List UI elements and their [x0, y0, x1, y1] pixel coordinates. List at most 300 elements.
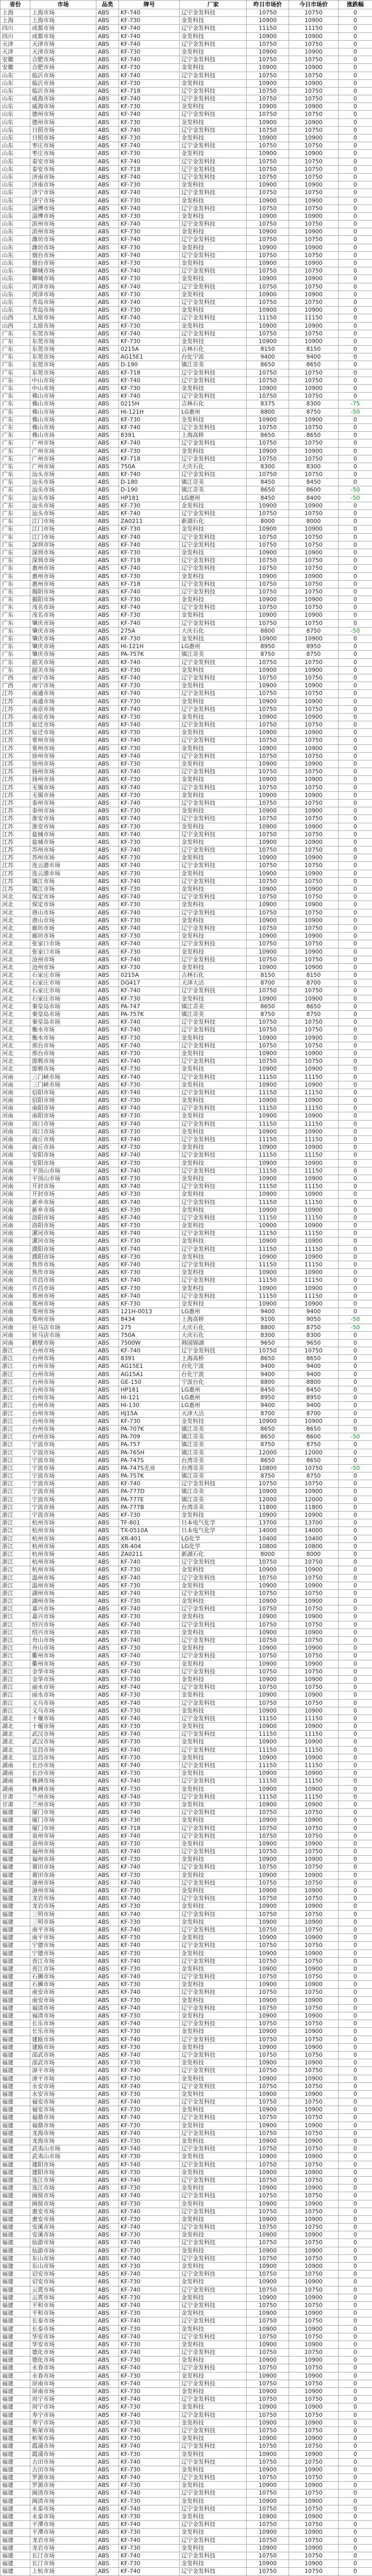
- cell-change: 0: [339, 1230, 372, 1238]
- cell-yesterday-price: 10900: [247, 1770, 289, 1777]
- table-row: [1, 1175, 372, 1182]
- table-row: [1, 244, 372, 251]
- cell-grade: KF-730: [119, 1159, 180, 1167]
- cell-market: 揭阳市场: [30, 596, 96, 604]
- cell-category: ABS: [96, 1206, 119, 1214]
- cell-yesterday-price: 10900: [247, 1049, 289, 1057]
- cell-province: 江苏: [1, 744, 30, 752]
- cell-market: 日照市场: [30, 134, 96, 142]
- cell-category: ABS: [96, 322, 119, 330]
- cell-category: ABS: [96, 2482, 119, 2489]
- cell-market: 济南市场: [30, 173, 96, 181]
- table-row: [1, 432, 372, 439]
- cell-market: 许昌市场: [30, 1277, 96, 1284]
- cell-change: 0: [339, 2333, 372, 2341]
- cell-change: -50: [339, 1316, 372, 1324]
- cell-change: 0: [339, 510, 372, 518]
- cell-market: 肇庆市场: [30, 643, 96, 651]
- cell-category: ABS: [96, 173, 119, 181]
- cell-category: ABS: [96, 2435, 119, 2443]
- cell-change: 0: [339, 1519, 372, 1527]
- cell-market: 深圳市场: [30, 557, 96, 565]
- cell-change: 0: [339, 1699, 372, 1707]
- cell-province: 广东: [1, 361, 30, 369]
- cell-manufacturer: 金发科技: [180, 275, 247, 283]
- cell-province: 山东: [1, 126, 30, 134]
- cell-manufacturer: 金发科技: [180, 1582, 247, 1589]
- cell-manufacturer: 金发科技: [180, 260, 247, 267]
- table-row: [1, 1292, 372, 1300]
- cell-province: 福建: [1, 2364, 30, 2372]
- cell-category: ABS: [96, 1292, 119, 1300]
- cell-today-price: 10750: [289, 1942, 339, 1950]
- cell-market: 济宁市场: [30, 189, 96, 197]
- cell-category: ABS: [96, 807, 119, 815]
- cell-province: 浙江: [1, 1464, 30, 1472]
- table-row: [1, 1441, 372, 1449]
- table-row: [1, 1535, 372, 1543]
- cell-market: 杭州市场: [30, 1527, 96, 1535]
- cell-change: 0: [339, 205, 372, 212]
- cell-category: ABS: [96, 901, 119, 909]
- cell-market: 徐州市场: [30, 752, 96, 760]
- cell-grade: KF-730: [119, 1723, 180, 1731]
- cell-yesterday-price: 10750: [247, 87, 289, 95]
- cell-yesterday-price: 10900: [247, 948, 289, 956]
- cell-change: 0: [339, 1832, 372, 1840]
- cell-today-price: 11800: [289, 1503, 339, 1511]
- cell-category: ABS: [96, 2176, 119, 2184]
- cell-grade: KF-740: [119, 1058, 180, 1065]
- cell-yesterday-price: 10900: [247, 2482, 289, 2489]
- cell-market: 南安市场: [30, 1989, 96, 1996]
- cell-yesterday-price: 10750: [247, 1973, 289, 1981]
- cell-category: ABS: [96, 2505, 119, 2513]
- cell-category: ABS: [96, 118, 119, 126]
- cell-grade: KF-740: [119, 251, 180, 259]
- cell-market: 汕头市场: [30, 494, 96, 502]
- cell-grade: KF-730: [119, 1417, 180, 1425]
- cell-today-price: 9400: [289, 1402, 339, 1410]
- cell-category: ABS: [96, 1785, 119, 1793]
- cell-today-price: 10750: [289, 95, 339, 103]
- cell-category: ABS: [96, 283, 119, 291]
- cell-today-price: 8700: [289, 1410, 339, 1417]
- cell-province: 福建: [1, 2544, 30, 2552]
- cell-manufacturer: 辽宁金发科技: [180, 423, 247, 431]
- cell-market: 中山市场: [30, 385, 96, 393]
- cell-today-price: 9050: [289, 1316, 339, 1324]
- cell-grade: KF-740: [119, 2208, 180, 2215]
- cell-today-price: 10750: [289, 831, 339, 838]
- cell-change: 0: [339, 1503, 372, 1511]
- table-row: [1, 2458, 372, 2466]
- cell-grade: KF-730: [119, 118, 180, 126]
- cell-change: 0: [339, 1605, 372, 1613]
- cell-grade: 750A: [119, 1331, 180, 1339]
- cell-market: 福鼎市场: [30, 2114, 96, 2122]
- cell-manufacturer: 辽宁金发科技: [180, 1793, 247, 1801]
- cell-province: 安徽: [1, 64, 30, 72]
- cell-market: 东莞市场: [30, 346, 96, 353]
- cell-change: 0: [339, 658, 372, 666]
- cell-change: 0: [339, 25, 372, 32]
- table-row: [1, 886, 372, 893]
- cell-category: ABS: [96, 1363, 119, 1370]
- cell-yesterday-price: 10750: [247, 142, 289, 150]
- cell-manufacturer: 辽宁金发科技: [180, 1621, 247, 1629]
- cell-category: ABS: [96, 768, 119, 776]
- cell-market: 鹤壁市场: [30, 1339, 96, 1347]
- cell-grade: KF-730: [119, 1840, 180, 1848]
- cell-market: 常州市场: [30, 744, 96, 752]
- cell-change: 0: [339, 1284, 372, 1292]
- cell-manufacturer: 辽宁金发科技: [180, 690, 247, 698]
- cell-market: 濮阳市场: [30, 1245, 96, 1253]
- cell-yesterday-price: 10750: [247, 2333, 289, 2341]
- cell-change: 0: [339, 1300, 372, 1308]
- cell-today-price: 10750: [289, 1926, 339, 1934]
- cell-grade: KF-730: [119, 1754, 180, 1761]
- cell-grade: KF-740: [119, 541, 180, 549]
- cell-province: 河北: [1, 963, 30, 971]
- cell-yesterday-price: 10750: [247, 2568, 289, 2575]
- cell-province: 广东: [1, 471, 30, 479]
- cell-province: 广东: [1, 658, 30, 666]
- cell-category: ABS: [96, 1089, 119, 1096]
- cell-yesterday-price: 10750: [247, 56, 289, 64]
- table-row: [1, 1793, 372, 1801]
- cell-today-price: 10900: [289, 948, 339, 956]
- cell-today-price: 10900: [289, 2278, 339, 2286]
- cell-province: 广东: [1, 572, 30, 580]
- cell-province: 山东: [1, 150, 30, 158]
- cell-market: 闽侯市场: [30, 2200, 96, 2208]
- cell-today-price: 10750: [289, 2364, 339, 2372]
- cell-change: 0: [339, 2286, 372, 2294]
- cell-category: ABS: [96, 1981, 119, 1989]
- cell-market: 汕头市场: [30, 510, 96, 518]
- cell-yesterday-price: 10750: [247, 705, 289, 713]
- cell-today-price: 10900: [289, 698, 339, 705]
- cell-manufacturer: 台化宁波: [180, 353, 247, 361]
- cell-change: 0: [339, 2513, 372, 2521]
- cell-today-price: 10750: [289, 2020, 339, 2028]
- cell-manufacturer: 辽宁金发科技: [180, 799, 247, 807]
- cell-grade: KF-740: [119, 2270, 180, 2278]
- cell-change: 0: [339, 32, 372, 40]
- cell-grade: KF-740: [119, 173, 180, 181]
- cell-today-price: 10900: [289, 1981, 339, 1989]
- table-row: [1, 752, 372, 760]
- cell-category: ABS: [96, 627, 119, 635]
- cell-manufacturer: 金发科技: [180, 838, 247, 846]
- cell-manufacturer: 辽宁金发科技: [180, 1480, 247, 1488]
- cell-today-price: 10900: [289, 2138, 339, 2145]
- cell-today-price: 11150: [289, 1089, 339, 1096]
- cell-category: ABS: [96, 1942, 119, 1950]
- cell-manufacturer: 台化宁波: [180, 1363, 247, 1370]
- cell-market: 湖州市场: [30, 1589, 96, 1597]
- table-row: [1, 2349, 372, 2357]
- cell-today-price: 10750: [289, 455, 339, 463]
- cell-change: 0: [339, 2176, 372, 2184]
- cell-category: ABS: [96, 2497, 119, 2505]
- cell-change: 0: [339, 1879, 372, 1887]
- cell-change: 0: [339, 799, 372, 807]
- cell-province: 山东: [1, 298, 30, 306]
- cell-today-price: 10900: [289, 549, 339, 556]
- cell-category: ABS: [96, 1645, 119, 1652]
- cell-province: 福建: [1, 2168, 30, 2176]
- cell-market: 连江市场: [30, 2184, 96, 2192]
- cell-province: 江苏: [1, 729, 30, 737]
- cell-province: 河北: [1, 995, 30, 1003]
- cell-yesterday-price: 10900: [247, 2466, 289, 2473]
- cell-market: 威海市场: [30, 103, 96, 111]
- cell-today-price: 9400: [289, 1308, 339, 1316]
- cell-manufacturer: LG惠州: [180, 1308, 247, 1316]
- cell-province: 山东: [1, 87, 30, 95]
- cell-manufacturer: 辽宁金发科技: [180, 2239, 247, 2247]
- cell-today-price: 10750: [289, 439, 339, 447]
- cell-market: 邯郸市场: [30, 1065, 96, 1073]
- cell-manufacturer: 金发科技: [180, 1112, 247, 1120]
- cell-market: 南京市场: [30, 713, 96, 721]
- cell-category: ABS: [96, 1159, 119, 1167]
- cell-today-price: 10750: [289, 752, 339, 760]
- cell-yesterday-price: 10900: [247, 1801, 289, 1808]
- cell-grade: 750A: [119, 463, 180, 470]
- cell-province: 广东: [1, 463, 30, 470]
- table-row: [1, 236, 372, 244]
- cell-category: ABS: [96, 1535, 119, 1543]
- cell-manufacturer: 辽宁金发科技: [180, 2333, 247, 2341]
- cell-change: 0: [339, 2489, 372, 2497]
- cell-province: 山东: [1, 291, 30, 298]
- cell-yesterday-price: 10750: [247, 1621, 289, 1629]
- cell-province: 广东: [1, 651, 30, 658]
- table-row: [1, 1433, 372, 1441]
- cell-manufacturer: 金发科技: [180, 760, 247, 768]
- cell-category: ABS: [96, 2466, 119, 2473]
- cell-market: 张家口市场: [30, 948, 96, 956]
- cell-today-price: 10750: [289, 2114, 339, 2122]
- cell-market: 焦作市场: [30, 1269, 96, 1277]
- cell-manufacturer: 辽宁金发科技: [180, 111, 247, 118]
- table-row: [1, 2043, 372, 2051]
- cell-province: 湖南: [1, 1777, 30, 1785]
- table-row: [1, 2466, 372, 2473]
- cell-today-price: 8650: [289, 1003, 339, 1010]
- cell-grade: KF-730: [119, 2231, 180, 2239]
- table-row: [1, 1049, 372, 1057]
- table-row: [1, 1331, 372, 1339]
- cell-change: 0: [339, 2192, 372, 2200]
- cell-yesterday-price: 9100: [247, 1316, 289, 1324]
- cell-yesterday-price: 10900: [247, 744, 289, 752]
- cell-market: 合肥市场: [30, 56, 96, 64]
- cell-manufacturer: 金发科技: [180, 2012, 247, 2020]
- cell-yesterday-price: 10900: [247, 1903, 289, 1910]
- table-row: [1, 2427, 372, 2434]
- cell-today-price: 10900: [289, 1887, 339, 1895]
- cell-manufacturer: 辽宁金发科技: [180, 2114, 247, 2122]
- cell-yesterday-price: 10750: [247, 189, 289, 197]
- cell-change: 0: [339, 2020, 372, 2028]
- cell-grade: PA-765H: [119, 1449, 180, 1456]
- cell-market: 滨州市场: [30, 228, 96, 236]
- cell-grade: KF-730: [119, 1065, 180, 1073]
- cell-today-price: 10750: [289, 1042, 339, 1049]
- cell-province: 福建: [1, 2317, 30, 2325]
- cell-today-price: 10900: [289, 1253, 339, 1261]
- table-row: [1, 1879, 372, 1887]
- cell-market: 平和市场: [30, 2310, 96, 2317]
- cell-category: ABS: [96, 2051, 119, 2059]
- cell-market: 韶关市场: [30, 666, 96, 674]
- cell-grade: KF-740: [119, 674, 180, 682]
- table-row: [1, 1558, 372, 1566]
- cell-manufacturer: 辽宁金发科技: [180, 330, 247, 337]
- cell-yesterday-price: 8150: [247, 972, 289, 979]
- cell-province: 广东: [1, 330, 30, 337]
- cell-market: 聊城市场: [30, 267, 96, 275]
- cell-change: 0: [339, 1355, 372, 1363]
- cell-grade: AG15E1: [119, 353, 180, 361]
- cell-yesterday-price: 10900: [247, 197, 289, 205]
- cell-change: 0: [339, 2317, 372, 2325]
- cell-province: 福建: [1, 2349, 30, 2357]
- cell-market: 佛山市场: [30, 408, 96, 416]
- cell-market: 福州市场: [30, 1856, 96, 1863]
- table-row: [1, 142, 372, 150]
- cell-grade: KF-730: [119, 1144, 180, 1151]
- cell-manufacturer: 韩国锦湖: [180, 1339, 247, 1347]
- cell-yesterday-price: 11150: [247, 1136, 289, 1144]
- cell-category: ABS: [96, 2215, 119, 2223]
- cell-today-price: 11150: [289, 1214, 339, 1222]
- cell-yesterday-price: 10750: [247, 283, 289, 291]
- cell-change: 0: [339, 1809, 372, 1817]
- cell-province: 福建: [1, 1989, 30, 1996]
- table-row: [1, 1003, 372, 1010]
- cell-province: 山东: [1, 260, 30, 267]
- cell-yesterday-price: 10750: [247, 2364, 289, 2372]
- cell-market: 永春市场: [30, 2364, 96, 2372]
- cell-market: 华安市场: [30, 2333, 96, 2341]
- table-row: [1, 572, 372, 580]
- table-row: [1, 2505, 372, 2513]
- table-row: [1, 1324, 372, 1331]
- cell-today-price: 10750: [289, 2255, 339, 2262]
- cell-today-price: 10900: [289, 1065, 339, 1073]
- cell-yesterday-price: 11150: [247, 1183, 289, 1191]
- cell-today-price: 10900: [289, 807, 339, 815]
- table-row: [1, 1543, 372, 1550]
- cell-province: 福建: [1, 2004, 30, 2012]
- cell-category: ABS: [96, 1394, 119, 1402]
- cell-yesterday-price: 10750: [247, 1637, 289, 1645]
- cell-change: 0: [339, 2310, 372, 2317]
- cell-market: 肇庆市场: [30, 627, 96, 635]
- cell-change: 0: [339, 760, 372, 768]
- table-row: [1, 228, 372, 236]
- cell-change: 0: [339, 1817, 372, 1824]
- cell-market: 长沙市场: [30, 1770, 96, 1777]
- table-row: [1, 2396, 372, 2403]
- cell-province: 浙江: [1, 1503, 30, 1511]
- cell-today-price: 10750: [289, 1652, 339, 1660]
- cell-grade: PA-757: [119, 1441, 180, 1449]
- cell-yesterday-price: 10750: [247, 2145, 289, 2153]
- cell-manufacturer: 辽宁金发科技: [180, 1167, 247, 1175]
- cell-market: 兰州市场: [30, 1793, 96, 1801]
- table-row: [1, 189, 372, 197]
- cell-yesterday-price: 10900: [247, 698, 289, 705]
- cell-province: 浙江: [1, 1613, 30, 1621]
- cell-grade: KF-740: [119, 393, 180, 400]
- cell-manufacturer: 金发科技: [180, 2450, 247, 2458]
- cell-yesterday-price: 10900: [247, 307, 289, 314]
- cell-province: 福建: [1, 2051, 30, 2059]
- cell-market: 临沂市场: [30, 72, 96, 79]
- cell-yesterday-price: 10750: [247, 924, 289, 932]
- cell-yesterday-price: 10900: [247, 118, 289, 126]
- cell-today-price: 10900: [289, 901, 339, 909]
- cell-province: 广东: [1, 494, 30, 502]
- cell-manufacturer: 辽宁金发科技: [180, 314, 247, 322]
- cell-province: 河南: [1, 1105, 30, 1112]
- cell-province: 福建: [1, 2419, 30, 2427]
- cell-today-price: 8950: [289, 643, 339, 651]
- cell-manufacturer: 辽宁金发科技: [180, 2129, 247, 2137]
- table-row: [1, 1105, 372, 1112]
- cell-today-price: 10750: [289, 189, 339, 197]
- cell-yesterday-price: 10900: [247, 416, 289, 423]
- cell-category: ABS: [96, 776, 119, 784]
- cell-today-price: 10750: [289, 298, 339, 306]
- cell-change: 0: [339, 1292, 372, 1300]
- cell-province: 福建: [1, 2278, 30, 2286]
- cell-category: ABS: [96, 565, 119, 572]
- cell-category: ABS: [96, 1410, 119, 1417]
- cell-grade: KF-730: [119, 963, 180, 971]
- table-header-row: [1, 1, 372, 9]
- cell-province: 福建: [1, 1996, 30, 2004]
- cell-change: 0: [339, 1762, 372, 1770]
- cell-province: 江苏: [1, 862, 30, 870]
- cell-change: 0: [339, 2138, 372, 2145]
- cell-yesterday-price: 10900: [247, 666, 289, 674]
- table-row: [1, 1512, 372, 1519]
- cell-change: 0: [339, 2129, 372, 2137]
- cell-category: ABS: [96, 721, 119, 729]
- cell-grade: KF-730: [119, 1691, 180, 1699]
- cell-yesterday-price: 10750: [247, 1699, 289, 1707]
- cell-province: 福建: [1, 2153, 30, 2161]
- cell-province: 广东: [1, 533, 30, 541]
- cell-grade: KF-730: [119, 1996, 180, 2004]
- cell-grade: PA-707K: [119, 1425, 180, 1433]
- cell-category: ABS: [96, 1198, 119, 1206]
- cell-market: 安阳市场: [30, 1151, 96, 1159]
- cell-category: ABS: [96, 1926, 119, 1934]
- table-row: [1, 1355, 372, 1363]
- table-row: [1, 1284, 372, 1292]
- cell-category: ABS: [96, 2255, 119, 2262]
- cell-market: 东山市场: [30, 2255, 96, 2262]
